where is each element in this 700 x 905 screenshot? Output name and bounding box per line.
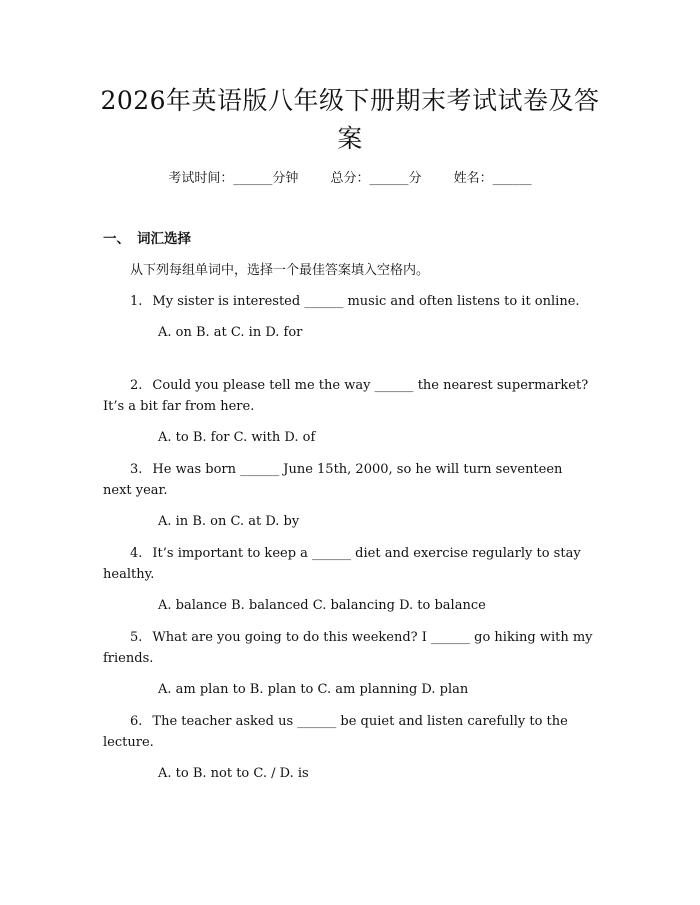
question-text xyxy=(103,459,593,501)
question-options: A. to B. for C. with D. of xyxy=(158,430,316,445)
student-name-field: 姓名：______ xyxy=(453,171,532,186)
section-instruction: 从下列每组单词中，选择一个最佳答案填入空格内。 xyxy=(130,263,430,278)
question-text xyxy=(103,375,593,417)
question-stem: My sister is interested ______ music and often listens to it online. xyxy=(152,294,580,309)
question-text xyxy=(103,711,593,753)
question-item xyxy=(103,543,593,627)
question-stem: The teacher asked us ______ be quiet and listen carefully to the lecture. xyxy=(103,714,568,750)
question-number: 6. xyxy=(130,714,143,729)
question-item xyxy=(103,459,593,543)
question-text xyxy=(103,543,593,585)
question-stem: What are you going to do this weekend? I ______ go hiking with my friends. xyxy=(103,630,593,666)
exam-meta xyxy=(0,170,700,188)
question-item xyxy=(103,711,593,795)
question-options: A. am plan to B. plan to C. am planning D. plan xyxy=(158,682,469,697)
section-number: 一、 xyxy=(103,231,130,247)
question-options: A. on B. at C. in D. for xyxy=(158,325,303,340)
question-item xyxy=(103,291,593,375)
question-number: 2. xyxy=(130,378,143,393)
question-options: A. balance B. balanced C. balancing D. to balance xyxy=(158,598,486,613)
question-stem: It’s important to keep a ______ diet and exercise regularly to stay healthy. xyxy=(103,546,581,582)
question-stem: Could you please tell me the way ______ the nearest supermarket? It’s a bit far from here. xyxy=(103,378,589,414)
exam-title: 2026年英语版八年级下册期末考试试卷及答案 xyxy=(100,86,600,153)
section-title: 词汇选择 xyxy=(137,231,191,247)
question-number: 4. xyxy=(130,546,143,561)
exam-time-field: 考试时间：______分钟 xyxy=(168,171,299,186)
question-list xyxy=(103,291,593,795)
question-text xyxy=(103,291,593,312)
question-number: 1. xyxy=(130,294,143,309)
question-number: 5. xyxy=(130,630,143,645)
question-options: A. to B. not to C. / D. is xyxy=(158,766,309,781)
question-number: 3. xyxy=(130,462,143,477)
question-item xyxy=(103,375,593,459)
question-stem: He was born ______ June 15th, 2000, so he will turn seventeen next year. xyxy=(103,462,563,498)
question-options: A. in B. on C. at D. by xyxy=(158,514,300,529)
question-text xyxy=(103,627,593,669)
question-item xyxy=(103,627,593,711)
total-score-field: 总分：______分 xyxy=(330,171,422,186)
section-heading xyxy=(103,230,191,248)
